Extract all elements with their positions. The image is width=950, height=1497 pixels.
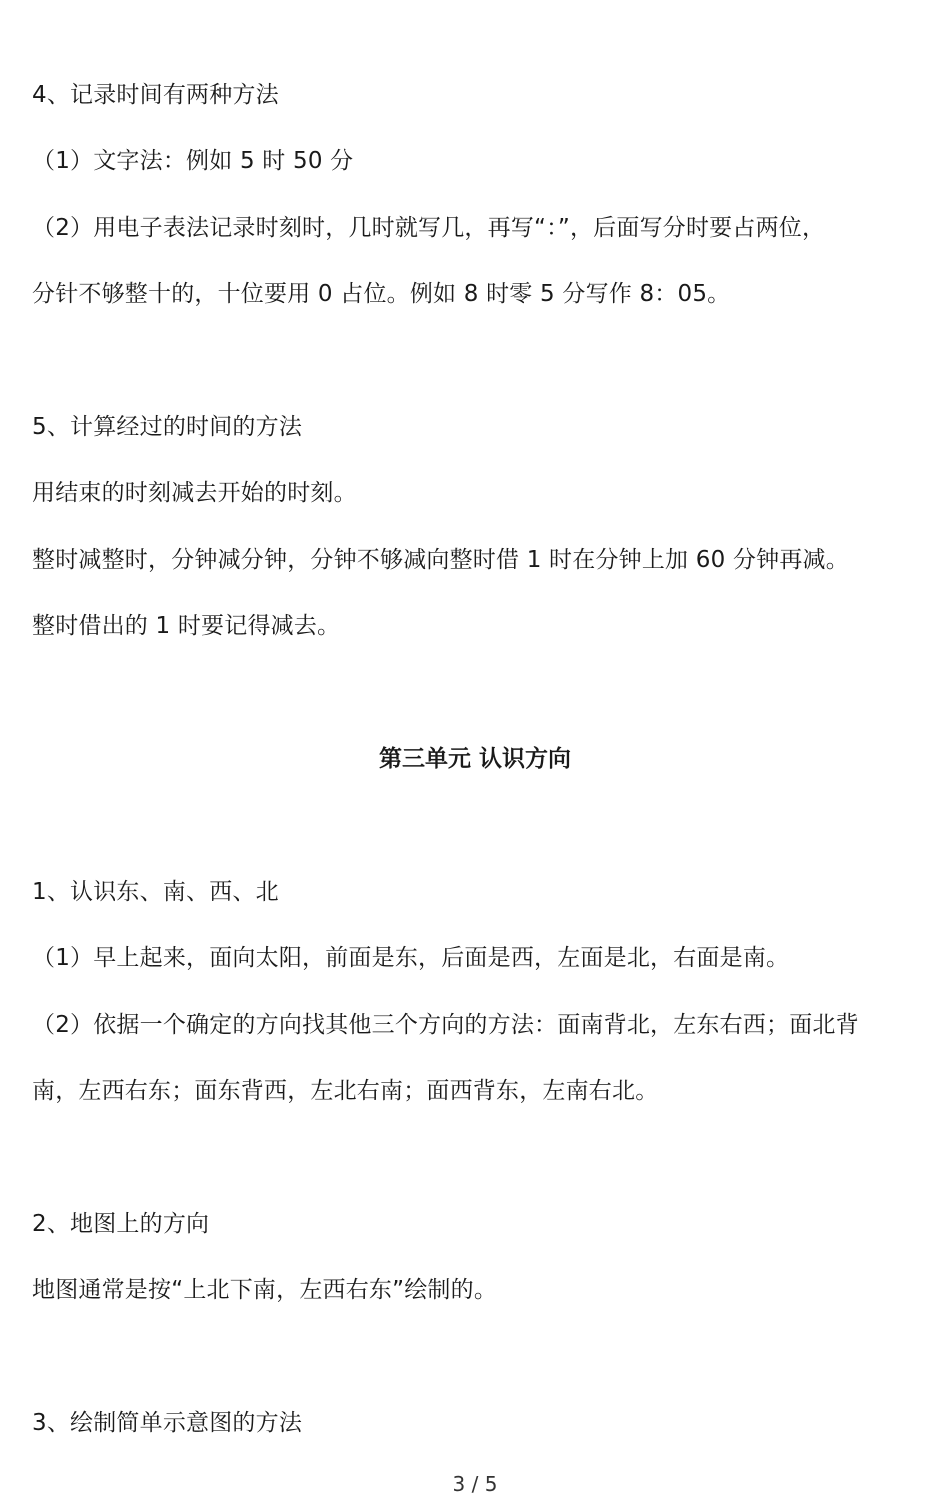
paragraph-find-directions-1: （2）依据一个确定的方向找其他三个方向的方法：面南背北，左东右西；面北背 xyxy=(32,1012,859,1038)
paragraph-subtract: 用结束的时刻减去开始的时刻。 xyxy=(32,480,357,506)
paragraph-face-sun: （1）早上起来，面向太阳，前面是东，后面是西，左面是北，右面是南。 xyxy=(32,945,790,971)
paragraph-borrow: 整时减整时，分钟减分钟，分钟不够减向整时借 1 时在分钟上加 60 分钟再减。 xyxy=(32,547,849,573)
item-4-heading: 4、记录时间有两种方法 xyxy=(32,82,279,108)
item-5-heading: 5、计算经过的时间的方法 xyxy=(32,414,303,440)
paragraph-remember: 整时借出的 1 时要记得减去。 xyxy=(32,613,341,639)
item-1-heading: 1、认识东、南、西、北 xyxy=(32,879,279,905)
paragraph-map-directions: 地图通常是按“上北下南，左西右东”绘制的。 xyxy=(32,1277,498,1303)
paragraph-find-directions-2: 南，左西右东；面东背西，左北右南；面西背东，左南右北。 xyxy=(32,1078,659,1104)
paragraph-text-method: （1）文字法：例如 5 时 50 分 xyxy=(32,148,354,174)
item-2-heading: 2、地图上的方向 xyxy=(32,1211,210,1237)
paragraph-digital-method-2: 分针不够整十的，十位要用 0 占位。例如 8 时零 5 分写作 8：05。 xyxy=(32,281,731,307)
paragraph-digital-method-1: （2）用电子表法记录时刻时，几时就写几，再写“：”，后面写分时要占两位， xyxy=(32,215,826,241)
item-3-heading: 3、绘制简单示意图的方法 xyxy=(32,1410,303,1436)
page-number: 3 / 5 xyxy=(452,1472,498,1496)
section-heading: 第三单元 认识方向 xyxy=(378,746,571,772)
